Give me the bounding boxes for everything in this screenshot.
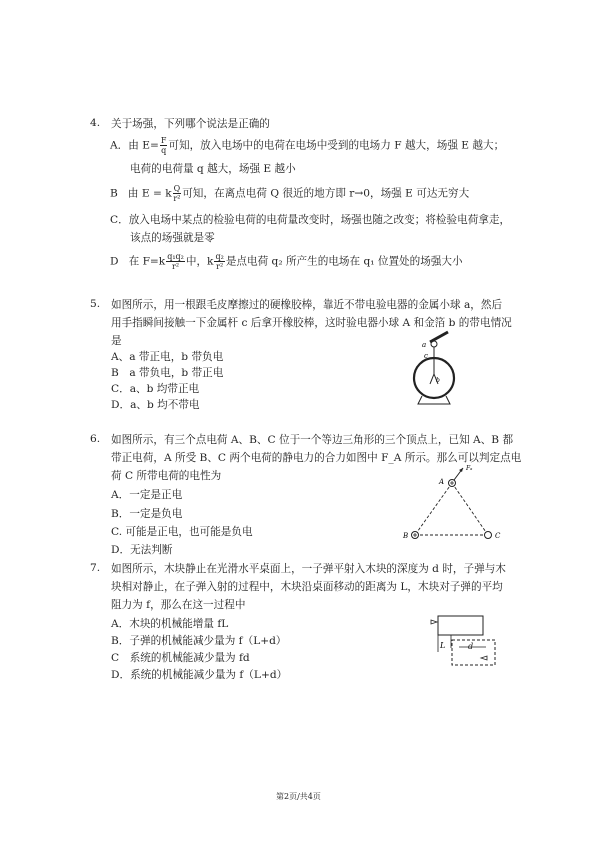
q4-stem: 关于场强，下列哪个说法是正确的: [111, 118, 270, 130]
triangle-side-ab: [415, 483, 452, 535]
fraction: $\frac{\text{q₁q₂}}{\text{r²}}$: [167, 252, 184, 271]
q5-line1: 如图所示，用一根跟毛皮摩擦过的硬橡胶棒，靠近不带电验电器的金属小球 a，然后: [111, 299, 503, 311]
q5-option-c: C．a、b 均带正电: [111, 383, 200, 395]
q4-option-c: C．放入电场中某点的检验电荷的电荷量改变时，场强也随之改变；将检验电荷拿走，: [110, 214, 511, 226]
bullet-icon: [431, 620, 437, 624]
q4-number: 4.: [90, 117, 101, 129]
q6-number: 6.: [90, 433, 101, 445]
q7-line3: 阻力为 f，那么在这一过程中: [111, 599, 246, 611]
q6-option-a: A．一定是正电: [111, 489, 183, 501]
fraction: $\frac{\text{q₂}}{\text{r²}}$: [215, 252, 224, 271]
q5-option-b: B a 带负电，b 带正电: [111, 367, 224, 379]
q6-line1: 如图所示，有三个点电荷 A、B、C 位于一个等边三角形的三个顶点上，已知 A、B 都: [111, 434, 514, 446]
label-b: b: [436, 377, 440, 384]
q6-line2: 带正电荷，A 所受 B、C 两个电荷的静电力的合力如图中 F_A 所示。那么可以判定点电: [111, 452, 522, 464]
label-d: d: [468, 642, 474, 651]
q7-option-b: B．子弹的机械能减少量为 f（L+d）: [111, 635, 287, 647]
fraction: $\frac{F}{q}$: [160, 136, 167, 155]
metal-ball: [431, 341, 437, 347]
q6-option-c: C. 可能是正电，也可能是负电: [111, 526, 253, 538]
q4-option-d: D 在 F=k $\frac{\text{q₁q₂}}{\text{r²}}$ 中，k $\frac{\text{q₂}}{\text{r²}}$ 是点电荷 q₂ 所产生的电场在 q₁ 位置处的场强大小: [110, 252, 463, 271]
q7-option-a: A．木块的机械能增量 fL: [111, 618, 229, 630]
q7-line1: 如图所示，木块静止在光滑水平桌面上，一子弹平射入木块的深度为 d 时，子弹与木: [111, 563, 506, 575]
triangle-side-ac: [452, 483, 488, 535]
label-c: c: [424, 352, 428, 360]
q4-option-c-line2: 该点的场强就是零: [130, 232, 215, 244]
rubber-rod: [430, 332, 448, 342]
label-b: B: [403, 532, 409, 540]
q5-option-d: D．a、b 均不带电: [111, 399, 200, 411]
q6-option-d: D．无法判断: [111, 544, 173, 556]
electroscope-figure: [400, 330, 480, 410]
q5-number: 5.: [90, 298, 101, 310]
q7-option-c: C 系统的机械能减少量为 fd: [111, 652, 250, 664]
q5-line3: 是: [111, 335, 122, 347]
block-final: [452, 640, 495, 665]
page-footer: 第2页/共4页: [276, 792, 321, 801]
label-force: Fₐ: [466, 465, 473, 472]
triangle-charges-figure: [395, 462, 505, 542]
label-c: C: [495, 532, 501, 540]
label-a: A: [439, 478, 445, 486]
fraction: $\frac{Q}{\text{r²}}$: [173, 184, 181, 203]
q4-option-a-line2: 电荷的电荷量 q 越大，场强 E 越小: [130, 163, 296, 175]
bullet-block-figure: [425, 608, 515, 672]
charge-c: [485, 532, 492, 539]
bullet-icon: [481, 656, 487, 660]
q7-line2: 块相对静止，在子弹入射的过程中，木块沿桌面移动的距离为 L，木块对子弹的平均: [111, 581, 503, 593]
q5-line2: 用手指瞬间接触一下金属杆 c 后拿开橡胶棒，这时验电器小球 A 和金箔 b 的带电情况: [111, 317, 512, 329]
q6-option-b: B．一定是负电: [111, 508, 183, 520]
q4-option-b: B 由 E = k $\frac{Q}{\text{r²}}$ 可知，在离点电荷 Q 很近的地方即 r→0，场强 E 可达无穷大: [110, 184, 470, 203]
label-a: a: [422, 341, 427, 349]
q6-line3: 荷 C 所带电荷的电性为: [111, 470, 222, 482]
q4-option-a: A．由 E= $\frac{F}{q}$ 可知，放入电场中的电荷在电场中受到的电场力 F 越大，场强 E 越大；: [110, 136, 505, 155]
label-l: L: [440, 641, 446, 650]
q5-option-a: A、a 带正电，b 带负电: [111, 351, 224, 363]
q7-number: 7.: [90, 562, 101, 574]
block-initial: [438, 616, 483, 635]
q7-option-d: D．系统的机械能减少量为 f（L+d）: [111, 669, 288, 681]
